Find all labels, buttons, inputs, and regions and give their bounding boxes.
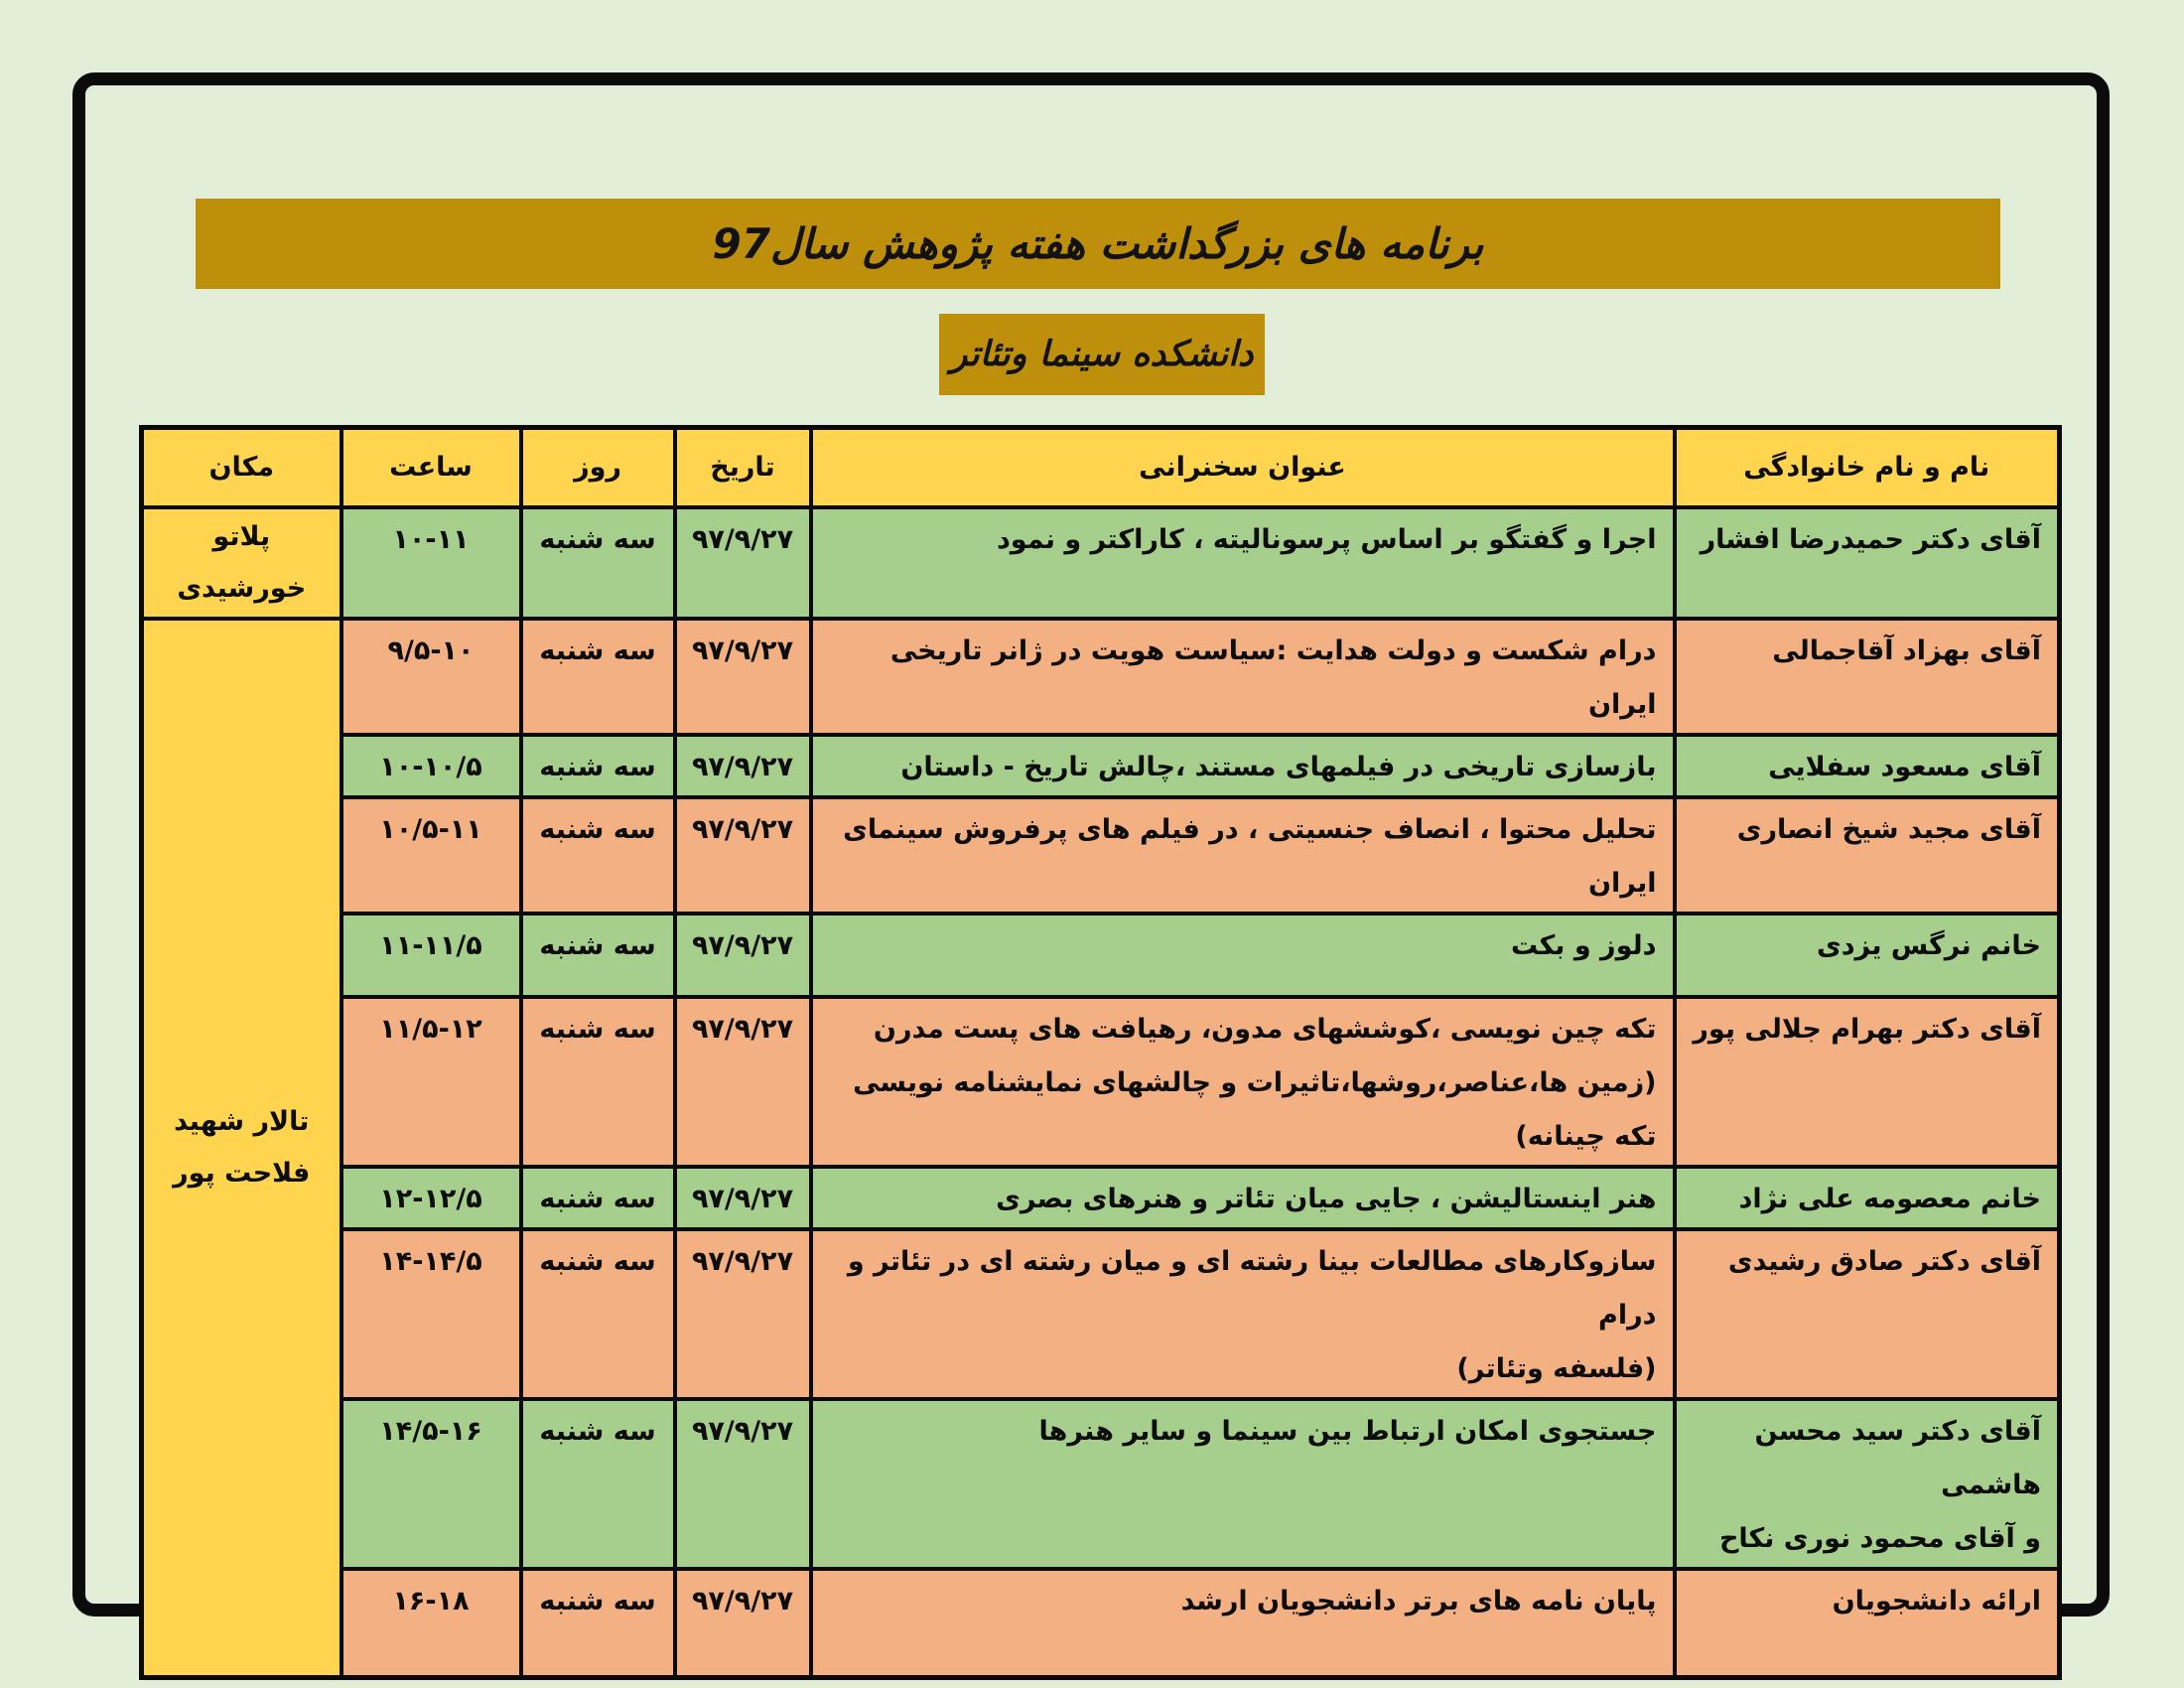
header-row <box>142 428 2060 507</box>
name-line: آقای دکتر سید محسن هاشمی <box>1754 1415 2041 1500</box>
date-cell <box>675 619 811 735</box>
time-value: ۱۴/۵-۱۶ <box>379 1415 482 1447</box>
date-value: ۹۷/۹/۲۷ <box>691 929 794 961</box>
date-value: ۹۷/۹/۲۷ <box>691 1013 794 1045</box>
time-value: ۹/۵-۱۰ <box>387 634 475 666</box>
header-date: تاریخ <box>675 428 811 507</box>
date-cell <box>675 507 811 619</box>
location-line: خورشیدی <box>177 572 307 604</box>
date-cell <box>675 1229 811 1399</box>
date-value: ۹۷/۹/۲۷ <box>691 751 794 782</box>
topic-cell <box>811 997 1675 1167</box>
table-row <box>142 797 2060 914</box>
topic-cell: بازسازی تاریخی در فیلمهای مستند ،چالش تاریخ - داستان <box>811 735 1675 797</box>
topic-line: سازوکارهای مطالعات بینا رشته ای و میان رشته ای در تئاتر و درام <box>847 1245 1657 1331</box>
time-cell <box>341 1167 521 1229</box>
day-cell: سه شنبه <box>521 797 675 914</box>
header-location: مکان <box>142 428 341 507</box>
schedule-table <box>139 425 2062 1680</box>
faculty-subtitle-text: دانشکده سینما وتئاتر <box>950 335 1254 374</box>
time-cell <box>341 1399 521 1569</box>
name-cell: آقای بهزاد آقاجمالی <box>1675 619 2060 735</box>
name-cell: آقای دکتر حمیدرضا افشار <box>1675 507 2060 619</box>
date-cell <box>675 997 811 1167</box>
time-value: ۱۱-۱۱/۵ <box>379 929 482 961</box>
topic-cell: تحلیل محتوا ، انصاف جنسیتی ، در فیلم های پرفروش سینمای ایران <box>811 797 1675 914</box>
date-value: ۹۷/۹/۲۷ <box>691 1585 794 1617</box>
name-line: و آقای محمود نوری نکاح <box>1718 1522 2041 1554</box>
topic-cell: هنر اینستالیشن ، جایی میان تئاتر و هنرهای بصری <box>811 1167 1675 1229</box>
time-value: ۱۴-۱۴/۵ <box>379 1245 482 1277</box>
date-value: ۹۷/۹/۲۷ <box>691 1415 794 1447</box>
table-row <box>142 1569 2060 1678</box>
name-cell: آقای مجید شیخ انصاری <box>1675 797 2060 914</box>
topic-cell: دلوز و بکت <box>811 914 1675 997</box>
time-value: ۱۰-۱۱ <box>392 523 470 555</box>
date-value: ۹۷/۹/۲۷ <box>691 813 794 845</box>
location-cell-plato <box>142 507 341 619</box>
name-cell: آقای دکتر صادق رشیدی <box>1675 1229 2060 1399</box>
time-value: ۱۰-۱۰/۵ <box>379 751 482 782</box>
date-value: ۹۷/۹/۲۷ <box>691 523 794 555</box>
day-cell: سه شنبه <box>521 619 675 735</box>
header-topic: عنوان سخنرانی <box>811 428 1675 507</box>
day-cell: سه شنبه <box>521 1229 675 1399</box>
time-value: ۱۲-۱۲/۵ <box>379 1183 482 1214</box>
banner-title <box>196 199 2000 289</box>
date-value: ۹۷/۹/۲۷ <box>691 1245 794 1277</box>
location-line: پلاتو <box>212 521 271 553</box>
date-cell <box>675 797 811 914</box>
table-row <box>142 1167 2060 1229</box>
table-row <box>142 619 2060 735</box>
location-line: تالار شهید <box>174 1106 310 1138</box>
time-cell <box>341 507 521 619</box>
name-cell: ارائه دانشجویان <box>1675 1569 2060 1678</box>
header-name: نام و نام خانوادگی <box>1675 428 2060 507</box>
time-cell <box>341 797 521 914</box>
topic-cell: درام شکست و دولت هدایت :سیاست هویت در ژانر تاریخی ایران <box>811 619 1675 735</box>
name-cell: آقای دکتر بهرام جلالی پور <box>1675 997 2060 1167</box>
day-cell: سه شنبه <box>521 507 675 619</box>
time-cell <box>341 735 521 797</box>
table-row <box>142 914 2060 997</box>
name-cell: خانم معصومه علی نژاد <box>1675 1167 2060 1229</box>
time-cell <box>341 1229 521 1399</box>
banner-title-text: برنامه های بزرگداشت هفته پژوهش سال97 <box>712 219 1484 268</box>
table-row <box>142 735 2060 797</box>
time-cell <box>341 997 521 1167</box>
table-row <box>142 1229 2060 1399</box>
date-cell <box>675 914 811 997</box>
table-row <box>142 1399 2060 1569</box>
topic-cell: پایان نامه های برتر دانشجویان ارشد <box>811 1569 1675 1678</box>
location-line: فلاحت پور <box>173 1157 311 1189</box>
day-cell: سه شنبه <box>521 1569 675 1678</box>
time-value: ۱۱/۵-۱۲ <box>379 1013 482 1045</box>
table-row <box>142 997 2060 1167</box>
faculty-subtitle <box>939 314 1265 395</box>
date-cell <box>675 1569 811 1678</box>
topic-line: (زمین ها،عناصر،روشها،تاثیرات و چالشهای نمایشنامه نویسی تکه چینانه) <box>853 1066 1657 1152</box>
time-cell <box>341 1569 521 1678</box>
topic-cell <box>811 1229 1675 1399</box>
time-cell <box>341 619 521 735</box>
location-cell-talar <box>142 619 341 1678</box>
header-day: روز <box>521 428 675 507</box>
date-value: ۹۷/۹/۲۷ <box>691 1183 794 1214</box>
topic-line: (فلسفه وتئاتر) <box>1456 1352 1657 1384</box>
time-cell <box>341 914 521 997</box>
table-row <box>142 507 2060 619</box>
date-cell <box>675 735 811 797</box>
date-cell <box>675 1399 811 1569</box>
date-cell <box>675 1167 811 1229</box>
header-time: ساعت <box>341 428 521 507</box>
name-cell <box>1675 1399 2060 1569</box>
name-cell: خانم نرگس یزدی <box>1675 914 2060 997</box>
day-cell: سه شنبه <box>521 1167 675 1229</box>
time-value: ۱۰/۵-۱۱ <box>379 813 482 845</box>
day-cell: سه شنبه <box>521 997 675 1167</box>
topic-cell: اجرا و گفتگو بر اساس پرسونالیته ، کاراکتر و نمود <box>811 507 1675 619</box>
day-cell: سه شنبه <box>521 1399 675 1569</box>
name-cell: آقای مسعود سفلایی <box>1675 735 2060 797</box>
day-cell: سه شنبه <box>521 735 675 797</box>
topic-line: تکه چین نویسی ،کوششهای مدون، رهیافت های پست مدرن <box>873 1013 1657 1045</box>
topic-cell: جستجوی امکان ارتباط بین سینما و سایر هنرها <box>811 1399 1675 1569</box>
time-value: ۱۶-۱۸ <box>392 1585 470 1617</box>
date-value: ۹۷/۹/۲۷ <box>691 634 794 666</box>
day-cell: سه شنبه <box>521 914 675 997</box>
